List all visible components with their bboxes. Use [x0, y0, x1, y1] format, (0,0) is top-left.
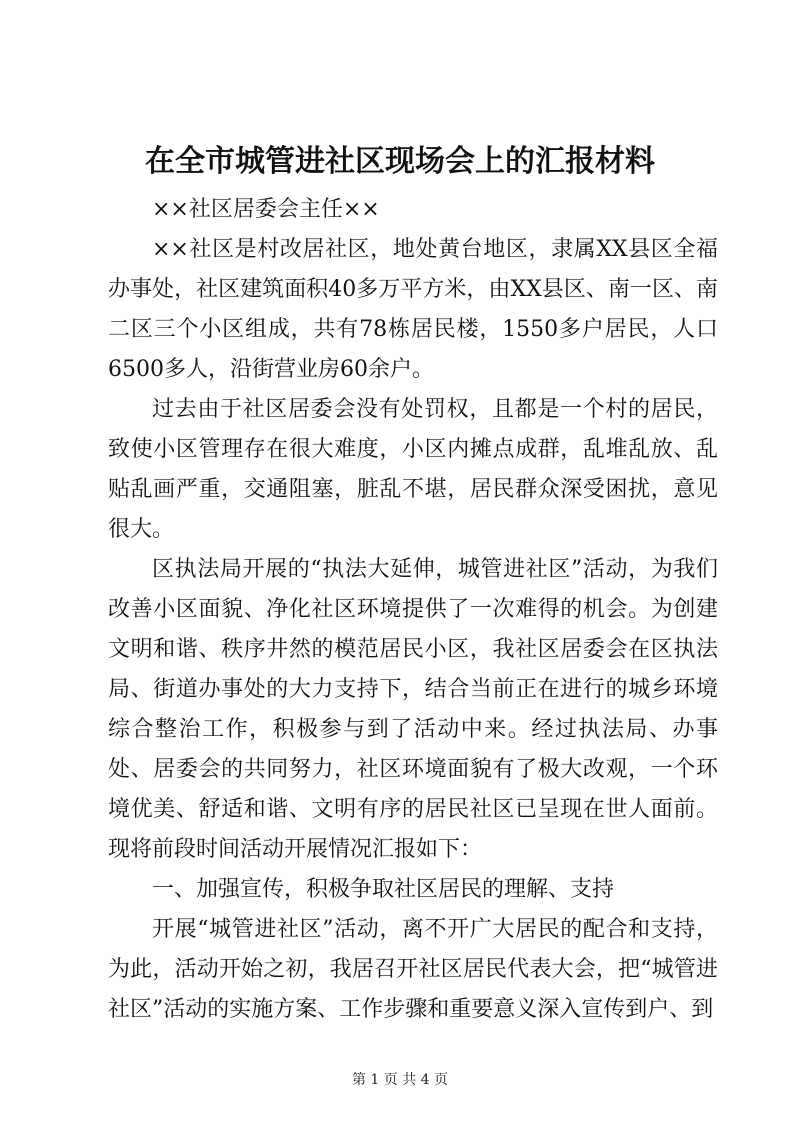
author-line: ××社区居委会主任××	[152, 197, 380, 222]
document-body	[108, 190, 718, 1030]
section-heading: 一、加强宣传，积极争取社区居民的理解、支持	[152, 877, 615, 902]
page-footer: 第 1 页 共 4 页	[351, 1072, 449, 1088]
paragraph-activity: 区执法局开展的“执法大延伸，城管进社区”活动，为我们改善小区面貌、净化社区环境提供了一次难得的机会。为创建文明和谐、秩序井然的模范居民小区，我社区居委会在区执法局、街道办事处的大力支持下，结合当前正在进行的城乡环境综合整治工作，积极参与到了活动中来。经过执法局、办事处、居委会的共同努力，社区环境面貌有了极大改观，一个环境优美、舒适和谐、文明有序的居民社区已呈现在世人面前。现将前段时间活动开展情况汇报如下：	[108, 557, 718, 862]
paragraph-intro: ××社区是村改居社区，地处黄台地区，隶属XX县区全福办事处，社区建筑面积40多万平方米，由XX县区、南一区、南二区三个小区组成，共有78栋居民楼，1550多户居民，人口6500多人，沿街营业房60余户。	[108, 237, 718, 382]
document-title: 在全市城管进社区现场会上的汇报材料	[145, 144, 655, 179]
paragraph-background: 过去由于社区居委会没有处罚权，且都是一个村的居民，致使小区管理存在很大难度，小区内摊点成群，乱堆乱放、乱贴乱画严重，交通阻塞，脏乱不堪，居民群众深受困扰，意见很大。	[108, 397, 718, 542]
paragraph-section-one: 开展“城管进社区”活动，离不开广大居民的配合和支持，为此，活动开始之初，我居召开社区居民代表大会，把“城管进社区”活动的实施方案、工作步骤和重要意义深入宣传到户、到	[108, 917, 718, 1022]
